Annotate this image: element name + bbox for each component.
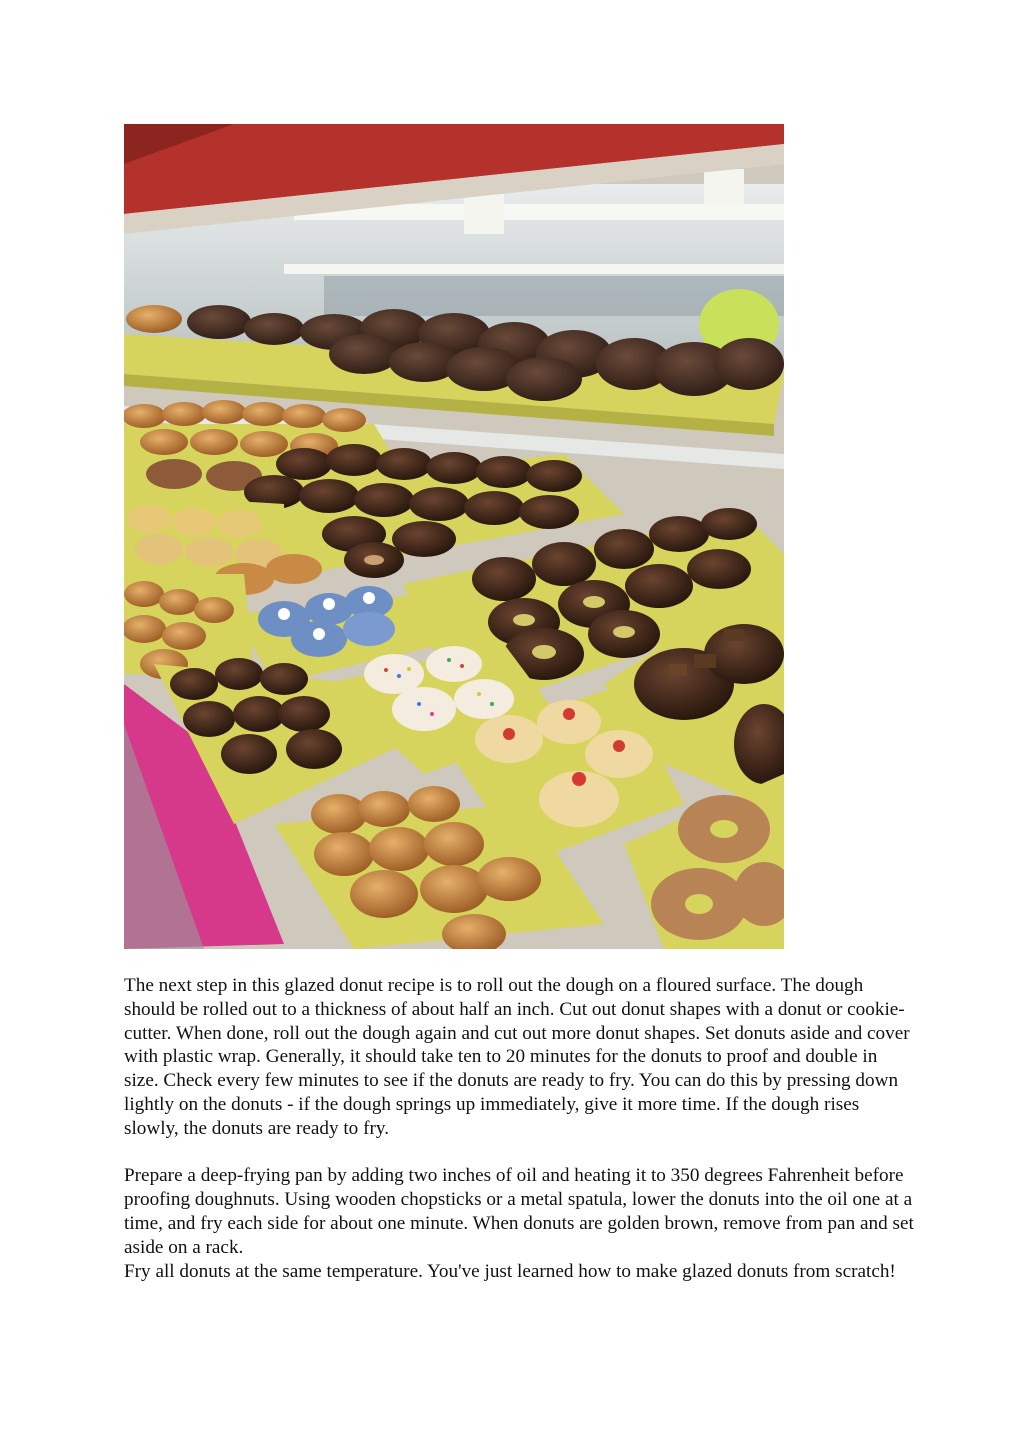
article-body: [124, 974, 914, 1283]
paragraph-conclusion: Fry all donuts at the same temperature. You've just learned how to make glazed donuts from scratch!: [124, 1260, 896, 1282]
donut-display-photo: [124, 124, 784, 949]
paragraph-rolling-dough: The next step in this glazed donut recipe is to roll out the dough on a floured surface. The dough should be rolled out to a thickness of about half an inch. Cut out donut shapes with a donut or cookie-cutter. When done, roll out the dough again and cut out more donut shapes. Set donuts aside and cover with plastic wrap. Generally, it should take ten to 20 minutes for the donuts to proof and double in size. Check every few minutes to see if the donuts are ready to fry. You can do this by pressing down lightly on the donuts - if the dough springs up immediately, give it more time. If the dough rises slowly, the donuts are ready to fry.: [124, 975, 910, 1139]
paragraph-frying: Prepare a deep-frying pan by adding two inches of oil and heating it to 350 degrees Fahrenheit before proofing doughnuts. Using wooden chopsticks or a metal spatula, lower the donuts into the oil one at a time, and fry each side for about one minute. When donuts are golden brown, remove from pan and set aside on a rack.: [124, 1165, 914, 1258]
